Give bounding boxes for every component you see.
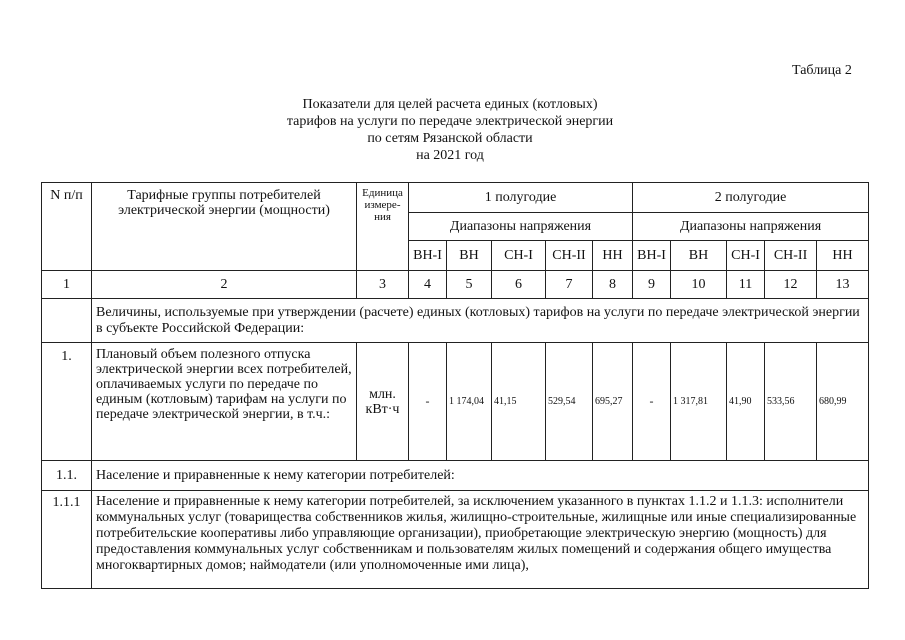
column-index: 2 xyxy=(92,271,357,299)
voltage-level-header: СН-I xyxy=(727,241,765,271)
table-row xyxy=(42,491,869,589)
table-row xyxy=(42,461,869,491)
heading-line: Показатели для целей расчета единых (котловых) xyxy=(302,97,598,112)
voltage-level-header: НН xyxy=(817,241,869,271)
header-consumer-groups: Тарифные группы потребителей электрической энергии (мощности) xyxy=(92,183,357,271)
header-unit: Единица измере-ния xyxy=(357,183,409,271)
header-voltage-ranges-2: Диапазоны напряжения xyxy=(633,213,869,241)
voltage-level-header: СН-II xyxy=(546,241,593,271)
heading-line: по сетям Рязанской области xyxy=(367,131,533,146)
voltage-level-header: ВН xyxy=(671,241,727,271)
document-heading xyxy=(230,96,670,164)
column-index: 9 xyxy=(633,271,671,299)
value-cell: 533,56 xyxy=(765,343,817,461)
column-index: 3 xyxy=(357,271,409,299)
column-index: 13 xyxy=(817,271,869,299)
voltage-level-header: ВН xyxy=(447,241,492,271)
heading-line: на 2021 год xyxy=(416,148,484,163)
row-number: 1.1. xyxy=(42,461,92,491)
header-half-year-1: 1 полугодие xyxy=(409,183,633,213)
header-num: N п/п xyxy=(42,183,92,271)
value-cell: 680,99 xyxy=(817,343,869,461)
heading-line: тарифов на услуги по передаче электрической энергии xyxy=(286,114,614,129)
value-cell: - xyxy=(409,343,447,461)
row-number: 1.1.1 xyxy=(42,491,92,589)
voltage-level-header: ВН-I xyxy=(633,241,671,271)
header-voltage-ranges-1: Диапазоны напряжения xyxy=(409,213,633,241)
value-cell: 1 174,04 xyxy=(447,343,492,461)
voltage-level-header: СН-I xyxy=(492,241,546,271)
row-description: Население и приравненные к нему категории потребителей: xyxy=(92,461,869,491)
column-index: 7 xyxy=(546,271,593,299)
column-index: 5 xyxy=(447,271,492,299)
section-description: Величины, используемые при утверждении (расчете) единых (котловых) тарифов на услуги по передаче электрической энергии в субъекте Российской Федерации: xyxy=(92,299,869,343)
value-cell: 695,27 xyxy=(593,343,633,461)
value-cell: 41,15 xyxy=(492,343,546,461)
value-cell: 41,90 xyxy=(727,343,765,461)
row-unit: млн. кВт·ч xyxy=(357,343,409,461)
empty-cell xyxy=(42,299,92,343)
column-index: 11 xyxy=(727,271,765,299)
column-index: 4 xyxy=(409,271,447,299)
row-description: Плановый объем полезного отпуска электрической энергии всех потребителей, оплачиваемых услуги по передаче по единым (котловым) тарифам на услуги по передаче электрической энергии, в т.ч.: xyxy=(92,343,357,461)
header-half-year-2: 2 полугодие xyxy=(633,183,869,213)
tariff-indicators-table xyxy=(41,182,869,589)
column-index: 8 xyxy=(593,271,633,299)
column-index: 12 xyxy=(765,271,817,299)
value-cell: 529,54 xyxy=(546,343,593,461)
voltage-level-header: ВН-I xyxy=(409,241,447,271)
voltage-level-header: СН-II xyxy=(765,241,817,271)
row-description: Население и приравненные к нему категории потребителей, за исключением указанного в пунктах 1.1.2 и 1.1.3: исполнители коммунальных услуг (товарищества собственников жилья, жилищно-строительные, жилищные или иные специализированные потребительские кооперативы либо управляющие организации), приобретающие электрическую энергию (мощность) для предоставления коммунальных услуг собственникам и пользователям жилых помещений и содержания общего имущества многоквартирных домов; наймодатели (или уполномоченные ими лица), xyxy=(92,491,869,589)
column-index: 10 xyxy=(671,271,727,299)
table-row xyxy=(42,343,869,461)
column-index: 6 xyxy=(492,271,546,299)
table-number-label: Таблица 2 xyxy=(792,63,852,78)
value-cell: - xyxy=(633,343,671,461)
value-cell: 1 317,81 xyxy=(671,343,727,461)
voltage-level-header: НН xyxy=(593,241,633,271)
row-number: 1. xyxy=(42,343,92,461)
column-index: 1 xyxy=(42,271,92,299)
